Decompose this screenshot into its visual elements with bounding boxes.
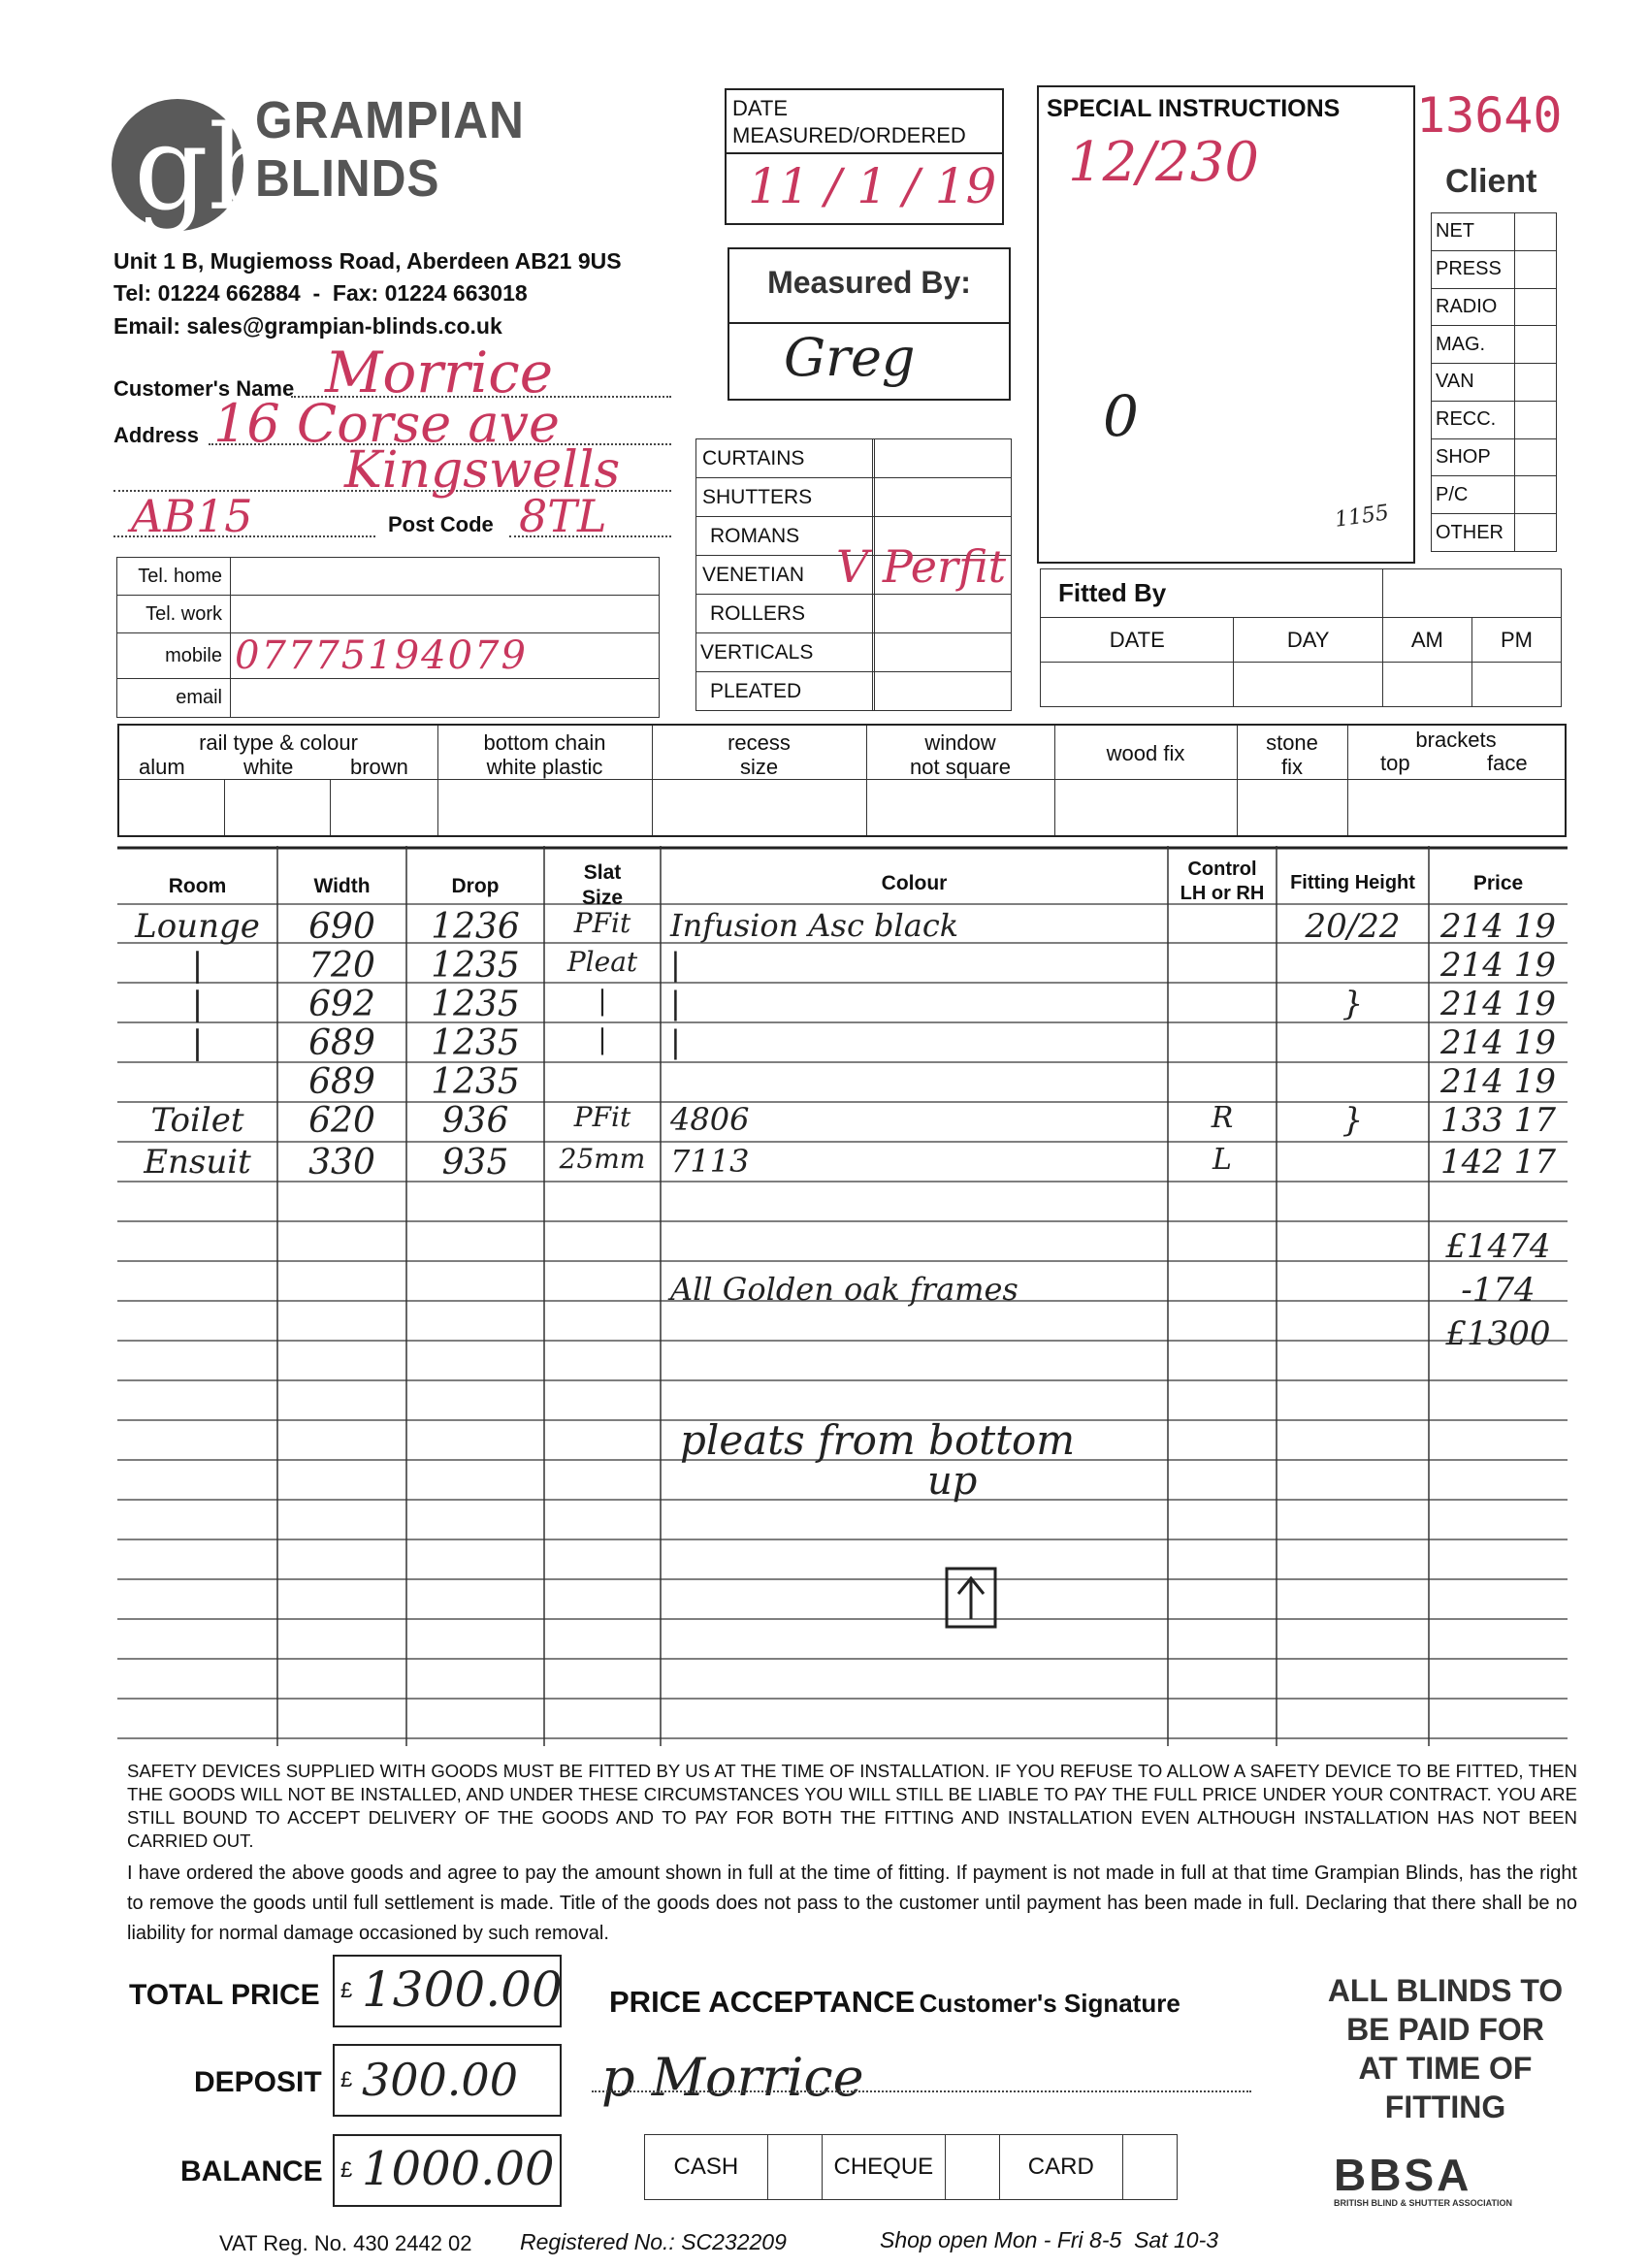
measured-by-box <box>728 247 1011 401</box>
fitted-by-date-header: DATE <box>1041 618 1234 663</box>
row-drop[interactable]: 1235 <box>431 946 520 986</box>
bbsa-tagline: BRITISH BLIND & SHUTTER ASSOCIATION <box>1334 2198 1512 2208</box>
product-type-label: VENETIAN <box>696 556 873 595</box>
row-price[interactable]: £1300 <box>1445 1314 1551 1353</box>
row-colour[interactable]: 7113 <box>670 1143 750 1180</box>
notice-line: ALL BLINDS TO <box>1327 1973 1564 2008</box>
client-option-label: SHOP <box>1432 438 1515 476</box>
fitted-by-pm-cell[interactable] <box>1471 663 1561 707</box>
row-price[interactable]: 214 19 <box>1440 946 1556 985</box>
deposit-box <box>333 2044 562 2117</box>
row-fitting[interactable]: 20/22 <box>1305 907 1401 946</box>
row-control[interactable]: L <box>1212 1143 1232 1177</box>
header-room: Room <box>168 875 227 897</box>
row-colour[interactable]: | <box>670 946 681 983</box>
rail-table <box>117 724 1567 837</box>
window-label-line1: window <box>924 730 996 755</box>
postcode-part2[interactable]: 8TL <box>519 490 607 542</box>
product-type-label: SHUTTERS <box>696 478 873 517</box>
client-option-check[interactable] <box>1515 213 1557 251</box>
contact-table <box>116 557 660 718</box>
rail-type-label: rail type & colour <box>199 730 358 755</box>
order-number: 13640 <box>1416 87 1563 144</box>
row-width[interactable]: 330 <box>308 1143 375 1183</box>
customer-signature[interactable]: p Morrice <box>601 2047 864 2108</box>
row-slat[interactable]: Pleat <box>566 946 638 978</box>
row-price[interactable]: 214 19 <box>1440 1062 1556 1101</box>
customer-name-label: Customer's Name <box>113 376 295 401</box>
product-type-check[interactable] <box>875 633 1012 672</box>
date-label-line2: MEASURED/ORDERED <box>732 123 966 147</box>
special-note-2[interactable]: 0 <box>1103 383 1139 449</box>
row-room[interactable]: Toilet <box>150 1101 244 1140</box>
stone-fix-label-line1: stone <box>1266 730 1318 755</box>
shop-hours: Shop open Mon - Fri 8-5 Sat 10-3 <box>880 2227 1219 2252</box>
header-slat-line1: Slat <box>583 861 622 884</box>
row-price[interactable]: £1474 <box>1445 1227 1551 1266</box>
fitted-by-pm-header: PM <box>1471 618 1561 663</box>
logo-letters: gb <box>134 102 283 237</box>
payment-cheque-label: CHEQUE <box>822 2135 945 2200</box>
fitted-by-day-cell[interactable] <box>1234 663 1382 707</box>
product-type-label: ROLLERS <box>696 595 873 633</box>
deposit-value[interactable]: 300.00 <box>362 2054 518 2106</box>
measured-by-value[interactable]: Greg <box>784 327 916 388</box>
rail-brown-label: brown <box>350 755 408 779</box>
fitted-by-value[interactable] <box>1382 569 1561 618</box>
currency-symbol: £ <box>340 2067 353 2091</box>
client-option-label: RADIO <box>1432 288 1515 326</box>
row-colour[interactable]: | <box>670 1023 681 1060</box>
notice-line: AT TIME OF <box>1358 2051 1533 2086</box>
rail-alum-label: alum <box>139 755 185 779</box>
row-width[interactable]: 720 <box>308 946 375 986</box>
notice-line: BE PAID FOR <box>1346 2012 1544 2047</box>
logo-mark-icon <box>105 92 283 238</box>
row-price[interactable]: -174 <box>1461 1271 1536 1310</box>
row-drop[interactable]: 935 <box>441 1143 509 1183</box>
agreement-terms: I have ordered the above goods and agree to pay the amount shown in full at the time of fitting. If payment is not made in full at that time Grampian Blinds, has the right to remove the goods until full settlement is made. Title of the goods does not pass to the customer until payment has been made in full. Declaring that there shall be no liability for normal damage occasioned by such removal. <box>127 1863 1577 1944</box>
bbsa-logo-text: BBSA <box>1334 2150 1472 2200</box>
product-type-check[interactable] <box>875 439 1012 478</box>
row-slat[interactable]: PFit <box>573 907 631 939</box>
date-label-line1: DATE <box>732 96 789 120</box>
header-drop: Drop <box>451 875 500 897</box>
company-logo <box>105 92 551 238</box>
header-price: Price <box>1472 872 1524 894</box>
row-fitting[interactable]: } <box>1342 1101 1364 1140</box>
row-width[interactable]: 692 <box>308 985 375 1024</box>
notice-line: FITTING <box>1384 2090 1506 2124</box>
deposit-label: DEPOSIT <box>194 2066 322 2098</box>
special-note-3[interactable]: 1155 <box>1333 501 1391 533</box>
rail-white-label: white <box>243 755 294 779</box>
row-drop[interactable]: 1235 <box>431 1023 520 1063</box>
company-tel: Tel: 01224 662884 - Fax: 01224 663018 <box>113 280 528 306</box>
client-option-label: VAN <box>1432 364 1515 402</box>
client-option-check[interactable] <box>1515 476 1557 514</box>
row-colour[interactable]: 4806 <box>670 1101 750 1138</box>
special-note-1[interactable]: 12/230 <box>1068 131 1260 194</box>
contact-label: email <box>117 679 231 718</box>
brackets-label: brackets <box>1415 728 1497 752</box>
currency-symbol: £ <box>340 1978 353 2002</box>
row-width[interactable]: 690 <box>308 907 375 947</box>
total-price-label: TOTAL PRICE <box>129 1979 320 2011</box>
address-line2[interactable]: Kingswells <box>344 441 621 500</box>
total-price-value[interactable]: 1300.00 <box>362 1961 563 2018</box>
special-instructions-box <box>1037 85 1415 564</box>
contact-label: Tel. home <box>117 558 231 596</box>
currency-symbol: £ <box>340 2157 353 2182</box>
company-email: Email: sales@grampian-blinds.co.uk <box>113 313 502 339</box>
product-type-label: CURTAINS <box>696 439 873 478</box>
row-drop[interactable]: 1235 <box>431 985 520 1024</box>
fitted-by-am-header: AM <box>1382 618 1471 663</box>
payment-card-label: CARD <box>999 2135 1122 2200</box>
row-drop[interactable]: 1235 <box>431 1062 520 1102</box>
date-box <box>725 88 1004 225</box>
product-type-check[interactable] <box>875 595 1012 633</box>
payment-cash-label: CASH <box>645 2135 768 2200</box>
bottom-chain-label-line2: white plastic <box>486 755 603 779</box>
measured-by-label: Measured By: <box>767 265 971 300</box>
contact-label: mobile <box>117 633 231 679</box>
row-room[interactable]: | <box>191 946 204 985</box>
company-name-line2: BLINDS <box>255 149 440 208</box>
payment-cheque-check[interactable] <box>945 2135 999 2200</box>
header-width: Width <box>313 875 371 897</box>
balance-box <box>333 2134 562 2207</box>
company-name-line1: GRAMPIAN <box>255 91 525 149</box>
client-label: Client <box>1445 163 1537 200</box>
client-option-check[interactable] <box>1515 326 1557 364</box>
row-room[interactable]: Ensuit <box>144 1143 251 1182</box>
postcode-part1[interactable]: AB15 <box>131 490 253 542</box>
client-option-check[interactable] <box>1515 364 1557 402</box>
row-slat[interactable]: | <box>598 985 607 1017</box>
arrow-up-icon <box>937 1559 1005 1636</box>
address-label: Address <box>113 423 200 447</box>
header-slat-line2: Size <box>581 887 624 909</box>
payment-cash-check[interactable] <box>767 2135 822 2200</box>
client-option-check[interactable] <box>1515 401 1557 438</box>
balance-label: BALANCE <box>180 2155 323 2187</box>
client-option-label: PRESS <box>1432 250 1515 288</box>
product-type-label: PLEATED <box>696 672 873 711</box>
vat-number: VAT Reg. No. 430 2442 02 <box>219 2231 472 2255</box>
header-fitting-height: Fitting Height <box>1290 872 1415 893</box>
row-room[interactable]: | <box>191 985 204 1023</box>
customer-name[interactable]: Morrice <box>325 340 554 405</box>
product-type-label: ROMANS <box>696 517 873 556</box>
row-slat[interactable]: PFit <box>573 1101 631 1133</box>
client-option-label: RECC. <box>1432 401 1515 438</box>
row-colour[interactable]: All Golden oak frames <box>670 1271 1018 1308</box>
client-option-check[interactable] <box>1515 438 1557 476</box>
client-table <box>1431 212 1557 552</box>
client-option-label: OTHER <box>1432 514 1515 552</box>
company-address: Unit 1 B, Mugiemoss Road, Aberdeen AB21 9US <box>113 248 622 274</box>
order-table <box>117 846 1572 1746</box>
client-option-label: NET <box>1432 213 1515 251</box>
order-note-line2[interactable]: up <box>927 1459 978 1504</box>
bottom-chain-label-line1: bottom chain <box>483 730 606 755</box>
registered-number: Registered No.: SC232209 <box>520 2229 787 2254</box>
total-price-box <box>333 1955 562 2027</box>
header-control-line1: Control <box>1187 859 1257 880</box>
fitted-by-am-cell[interactable] <box>1382 663 1471 707</box>
row-colour[interactable]: | <box>670 985 681 1021</box>
recess-label-line1: recess <box>728 730 791 755</box>
contact-mobile[interactable]: 07775194079 <box>231 633 660 679</box>
row-width[interactable]: 689 <box>308 1062 375 1102</box>
row-price[interactable]: 214 19 <box>1440 907 1556 946</box>
row-drop[interactable]: 936 <box>441 1101 509 1141</box>
contact-value[interactable] <box>231 679 660 718</box>
row-price[interactable]: 214 19 <box>1440 1023 1556 1062</box>
row-slat[interactable]: 25mm <box>559 1143 646 1175</box>
row-width[interactable]: 689 <box>308 1023 375 1063</box>
contact-value[interactable] <box>231 558 660 596</box>
order-note-line1[interactable]: pleats from bottom <box>680 1416 1076 1464</box>
contact-value[interactable] <box>231 596 660 633</box>
client-option-check[interactable] <box>1515 250 1557 288</box>
row-width[interactable]: 620 <box>308 1101 375 1141</box>
header-control-line2: LH or RH <box>1180 883 1265 904</box>
brackets-top-label: top <box>1380 751 1410 775</box>
brackets-face-label: face <box>1487 751 1528 775</box>
client-option-label: MAG. <box>1432 326 1515 364</box>
postcode-label: Post Code <box>388 512 494 536</box>
recess-label-line2: size <box>739 755 779 779</box>
bbsa-logo <box>1334 2152 1557 2208</box>
row-control[interactable]: R <box>1211 1101 1234 1135</box>
row-fitting[interactable]: } <box>1342 985 1364 1023</box>
row-room[interactable]: Lounge <box>135 907 260 946</box>
row-price[interactable]: 133 17 <box>1440 1101 1556 1140</box>
contact-label: Tel. work <box>117 596 231 633</box>
special-instructions-label: SPECIAL INSTRUCTIONS <box>1047 95 1341 122</box>
date-value[interactable]: 11 / 1 / 19 <box>748 158 997 214</box>
signature-label: Customer's Signature <box>919 1989 1180 2018</box>
venetian-note[interactable]: V Perfit <box>836 540 1007 593</box>
row-slat[interactable]: | <box>598 1023 607 1055</box>
product-type-check[interactable] <box>875 672 1012 711</box>
fitted-by-day-header: DAY <box>1234 618 1382 663</box>
window-label-line2: not square <box>910 755 1011 779</box>
row-price[interactable]: 142 17 <box>1440 1143 1556 1182</box>
product-type-label: VERTICALS <box>696 633 873 672</box>
stone-fix-label-line2: fix <box>1281 755 1303 779</box>
row-price[interactable]: 214 19 <box>1440 985 1556 1023</box>
address-line1[interactable]: 16 Corse ave <box>213 393 561 454</box>
payment-method-table <box>644 2134 1178 2200</box>
client-option-label: P/C <box>1432 476 1515 514</box>
fitted-by-label: Fitted By <box>1041 569 1383 618</box>
payment-notice <box>1290 1971 1600 2126</box>
client-option-check[interactable] <box>1515 514 1557 552</box>
header-colour: Colour <box>881 872 948 894</box>
fitted-by-table <box>1040 568 1562 707</box>
safety-terms: SAFETY DEVICES SUPPLIED WITH GOODS MUST BE FITTED BY US AT THE TIME OF INSTALLATION. IF YOU REFUSE TO ALLOW A SAFETY DEVICE TO BE FITTED, THEN THE GOODS WILL NOT BE INSTALLED, AND UNDER THESE CIRCUMSTANCES YOU WILL STILL BE LIABLE TO PAY THE FULL PRICE UNDER YOUR CONTRACT. YOU ARE STILL BOUND TO ACCEPT DELIVERY OF THE GOODS AND TO PAY FOR BOTH THE FITTING AND INSTALLATION EVEN ALTHOUGH INSTALLATION HAS NOT BEEN CARRIED OUT. <box>127 1761 1577 1851</box>
client-option-check[interactable] <box>1515 288 1557 326</box>
payment-card-check[interactable] <box>1122 2135 1177 2200</box>
row-drop[interactable]: 1236 <box>431 907 520 947</box>
row-room[interactable]: | <box>191 1023 204 1062</box>
product-type-check[interactable] <box>875 478 1012 517</box>
fitted-by-date-cell[interactable] <box>1041 663 1234 707</box>
row-colour[interactable]: Infusion Asc black <box>670 907 959 944</box>
wood-fix-label: wood fix <box>1106 741 1185 765</box>
balance-value[interactable]: 1000.00 <box>362 2142 555 2196</box>
price-acceptance-label: PRICE ACCEPTANCE <box>609 1985 916 2019</box>
